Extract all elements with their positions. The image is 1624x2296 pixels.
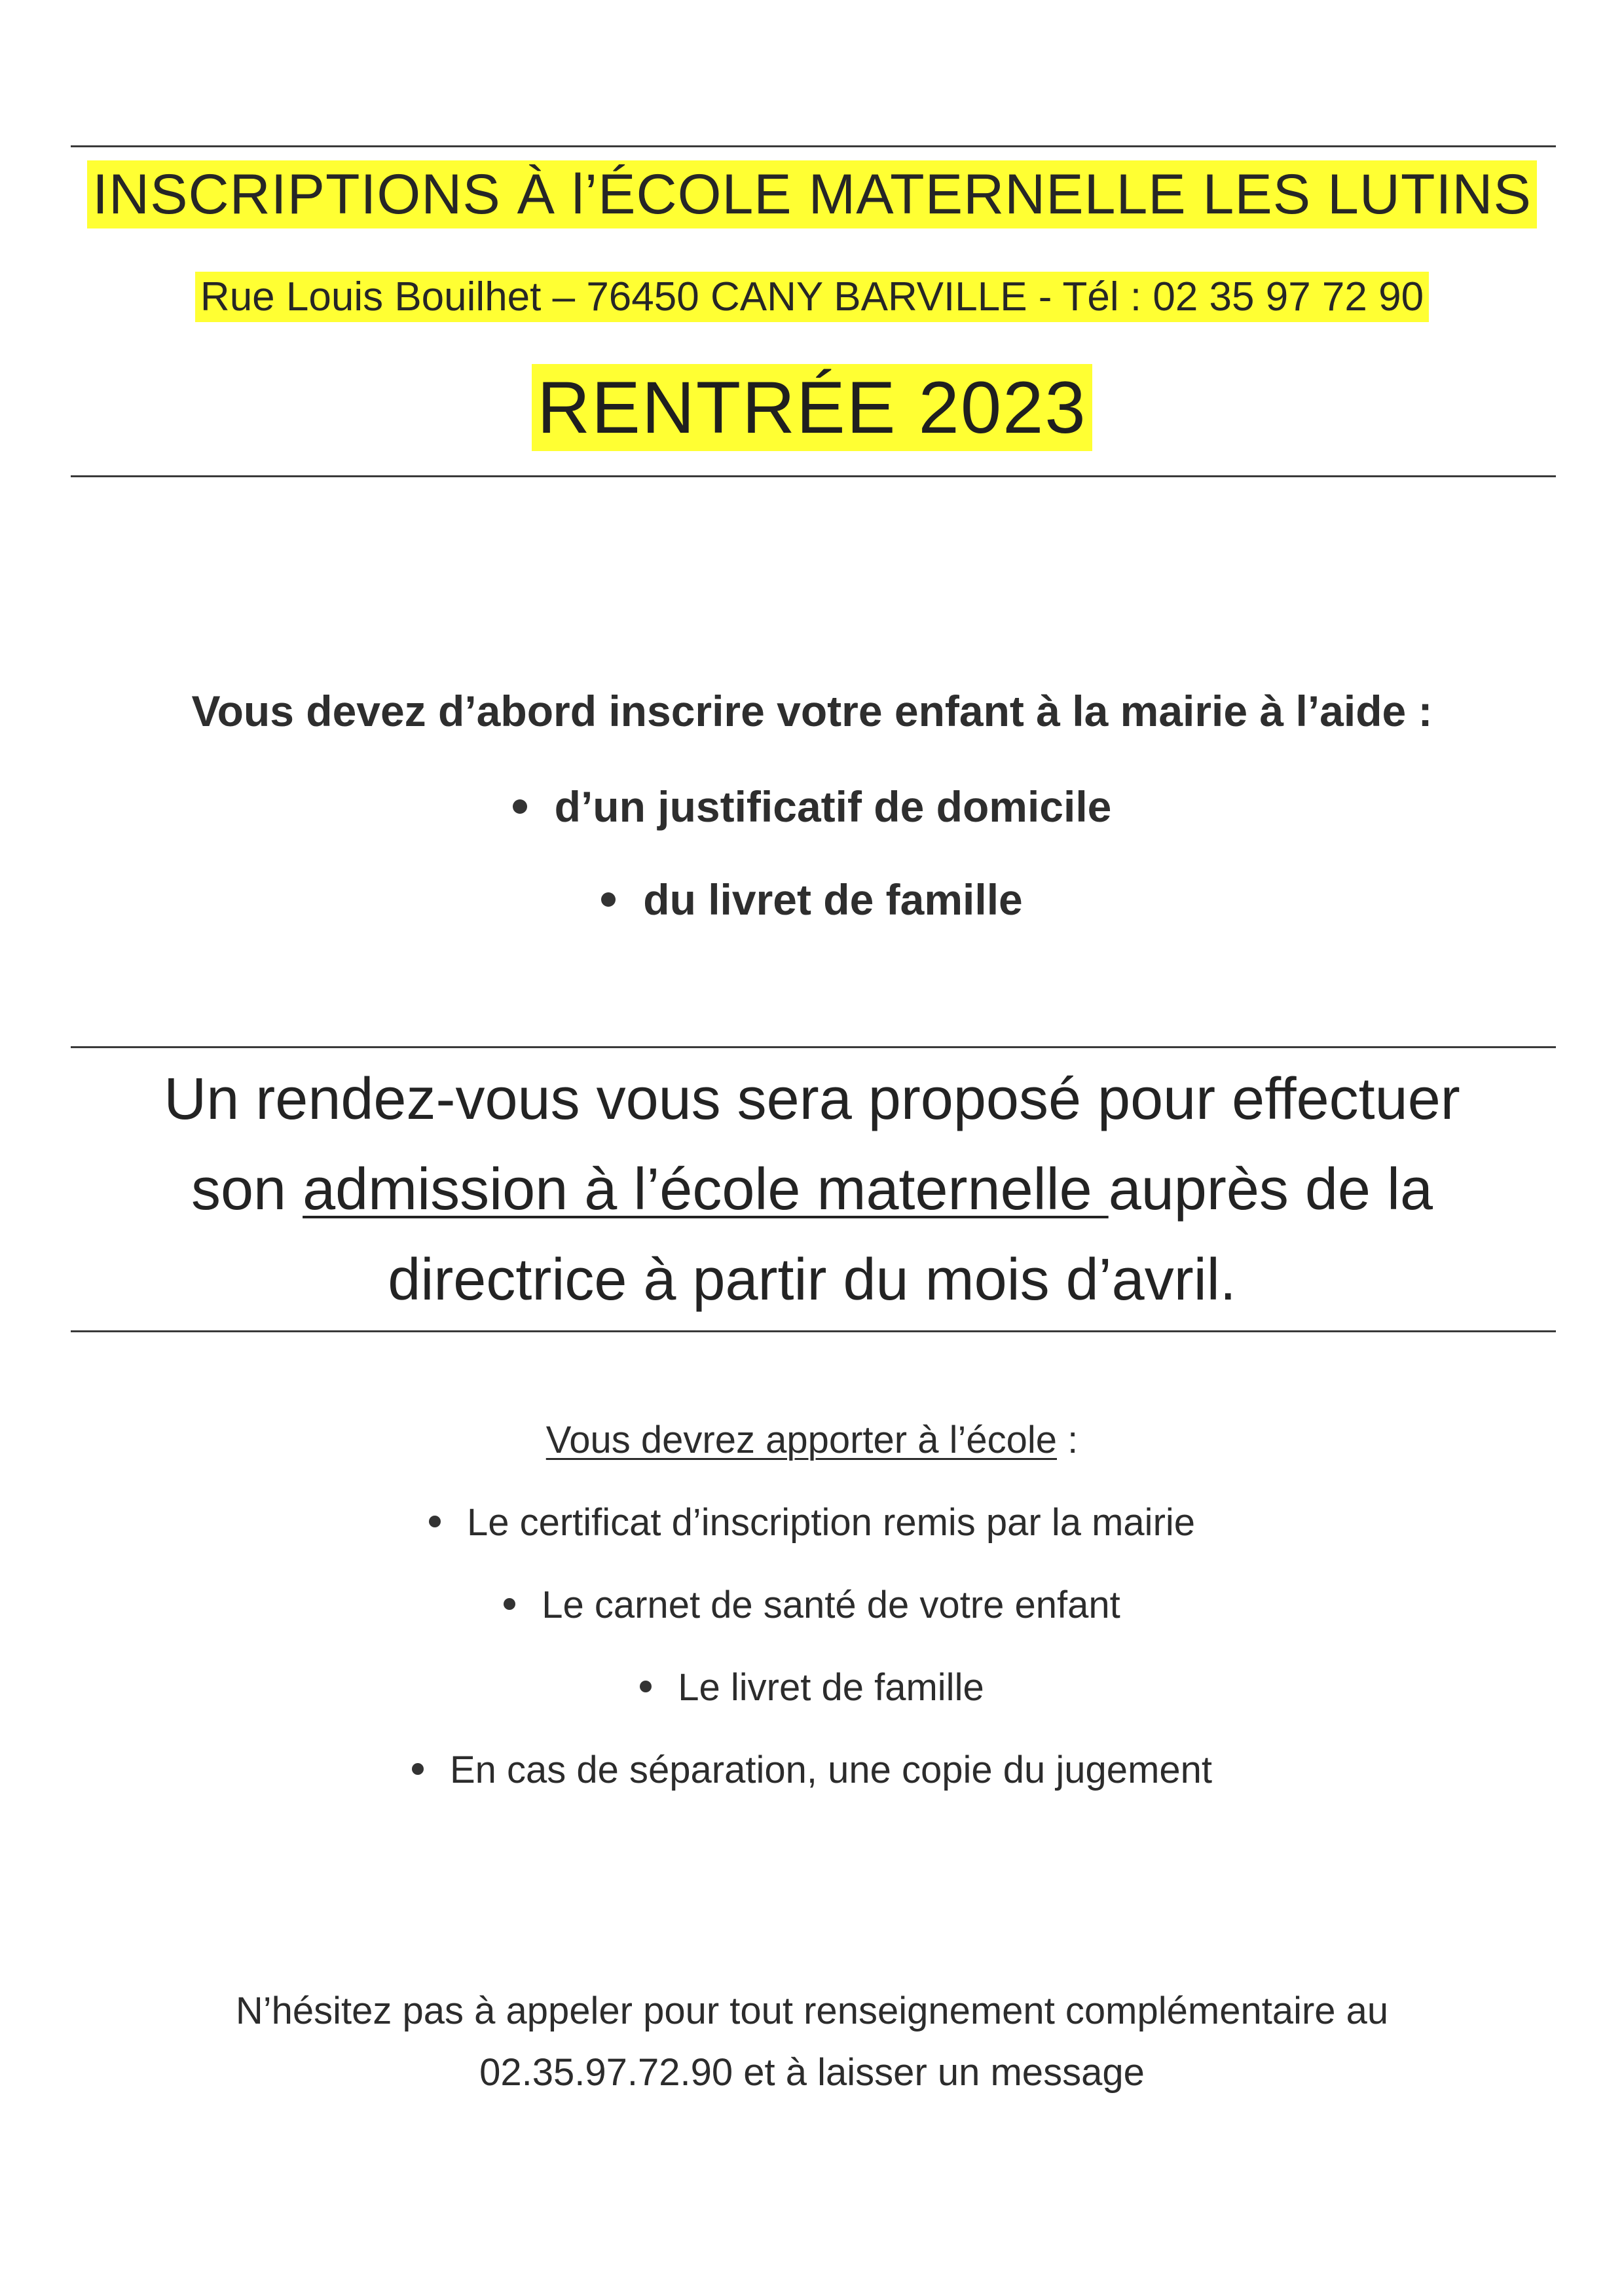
rendezvous-line-2-prefix: son xyxy=(191,1157,303,1222)
apporter-item-label: Le carnet de santé de votre enfant xyxy=(542,1584,1120,1626)
rendezvous-line-2 xyxy=(0,1156,1624,1224)
apporter-item-label: Le certificat d’inscription remis par la mairie xyxy=(466,1501,1196,1544)
bullet-icon xyxy=(412,1763,424,1775)
rendezvous-bottom-rule xyxy=(71,1330,1556,1332)
header-address: Rue Louis Bouilhet – 76450 CANY BARVILLE - Tél : 02 35 97 72 90 xyxy=(195,272,1429,322)
apporter-item xyxy=(0,1748,1624,1792)
apporter-item xyxy=(0,1583,1624,1627)
apporter-item-label: Le livret de famille xyxy=(678,1666,984,1709)
apporter-item xyxy=(0,1666,1624,1709)
header-rentree: RENTRÉE 2023 xyxy=(532,364,1092,451)
mairie-item xyxy=(0,875,1624,924)
apporter-heading-line xyxy=(0,1418,1624,1462)
rendezvous-admission-underlined: admission à l’école maternelle xyxy=(303,1157,1109,1222)
footer-line-2: 02.35.97.72.90 et à laisser un message xyxy=(479,2051,1145,2094)
apporter-heading-colon: : xyxy=(1057,1419,1079,1461)
mairie-item-label: d’un justificatif de domicile xyxy=(554,782,1112,831)
bullet-icon xyxy=(513,799,527,814)
header-address-line xyxy=(0,274,1624,320)
rendezvous-top-rule xyxy=(71,1046,1556,1048)
footer-line-1: N’hésitez pas à appeler pour tout renseignement complémentaire au xyxy=(235,1990,1389,2032)
bullet-icon xyxy=(504,1598,515,1610)
header-title-line xyxy=(0,162,1624,227)
mairie-item-label: du livret de famille xyxy=(643,875,1023,924)
bullet-icon xyxy=(601,892,616,907)
rendezvous-line-2-suffix: auprès de la xyxy=(1108,1157,1433,1222)
header-bottom-rule xyxy=(71,475,1556,477)
rendezvous-line-1: Un rendez-vous vous sera proposé pour effectuer xyxy=(164,1066,1460,1132)
apporter-item-label: En cas de séparation, une copie du jugement xyxy=(449,1749,1213,1791)
mairie-intro: Vous devez d’abord inscrire votre enfant à la mairie à l’aide : xyxy=(191,687,1433,735)
top-rule xyxy=(71,145,1556,147)
bullet-icon xyxy=(429,1516,441,1527)
mairie-item xyxy=(0,782,1624,831)
bullet-icon xyxy=(640,1681,652,1692)
rendezvous-line-3: directrice à partir du mois d’avril. xyxy=(388,1247,1236,1313)
header-title: INSCRIPTIONS À l’ÉCOLE MATERNELLE LES LUTINS xyxy=(87,160,1537,228)
apporter-item xyxy=(0,1501,1624,1544)
apporter-heading: Vous devrez apporter à l’école xyxy=(545,1419,1058,1461)
header-rentree-line xyxy=(0,365,1624,450)
